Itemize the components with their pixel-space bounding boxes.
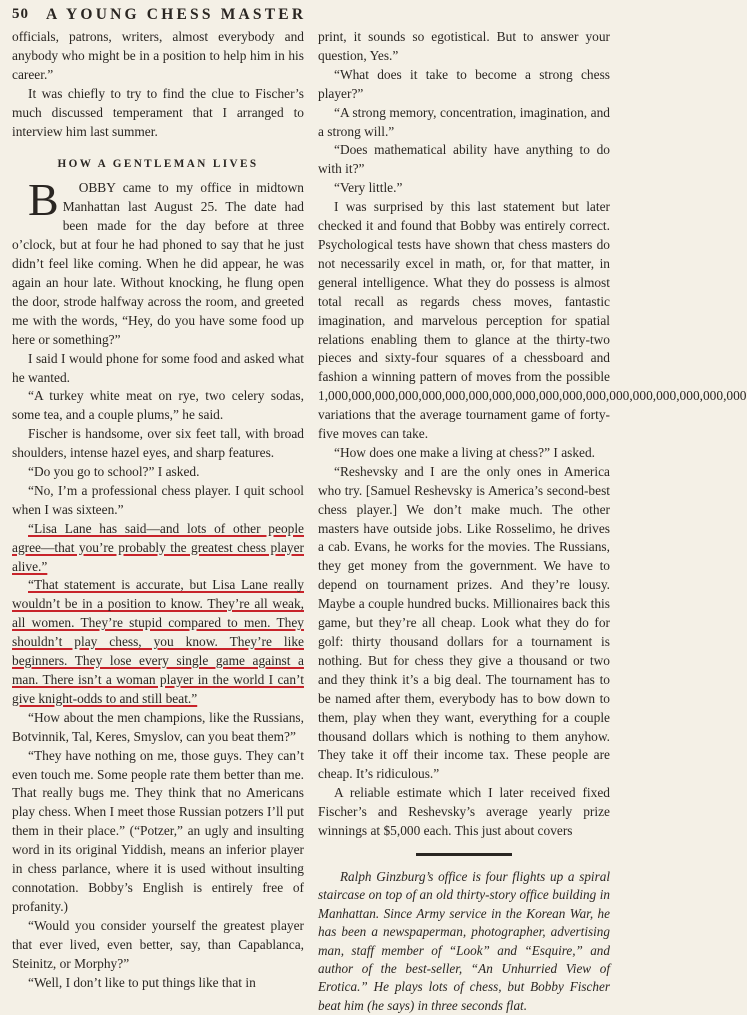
drop-cap: B	[28, 174, 59, 226]
paragraph: “Does mathematical ability have anything to do with it?”	[318, 142, 610, 177]
paragraph-with-dropcap	[12, 174, 304, 349]
divider-rule	[416, 853, 512, 856]
paragraph: I was surprised by this last statement but later checked it and found that Bobby was entirely correct. Psychological tests have shown that chess masters do not necessarily excel in math, or, for that matter, in general intelligence. What they do possess is almost total recall as regards chess moves, fantastic imagination, and marvelous perception for spatial relations enabling them to glance at the thirty-two pieces and sixty-four squares of a chessboard and fashion a winning pattern of moves from the possible 1,000,000,000,000,000,000,000,000,000,000,000,000,000,000,000,000,000,000 variations that the average tournament game of forty-five moves can take.	[318, 199, 747, 442]
paragraph: “Reshevsky and I are the only ones in America who try. [Samuel Reshevsky is America’s second-best chess player.] We don’t make much. The other masters have outside jobs. Like Rosselimo, he drives a cab. Evans, he works for the movies. The Russians, they get money from the government. We have to depend on tournament prizes. And they’re lousy. Maybe a couple hundred bucks. Millionaires back this game, but they’re all cheap. Look what they do for golf: thirty thousand dollars for a tournament is nothing. But for chess they give a thousand or two and they think it’s a big deal. The tournament has to be named after them, everybody has to bow down to them, play when they want, everything for a couple thousand dollars which is nothing to them anyhow. They take it off their income tax. These people are cheap. It’s ridiculous.”	[318, 463, 610, 782]
paragraph: A reliable estimate which I later received fixed Fischer’s and Reshevsky’s average yearly prize winnings at $5,000 each. This just about covers	[318, 785, 610, 839]
underlined-paragraph	[12, 520, 304, 577]
paragraph: “No, I’m a professional chess player. I quit school when I was sixteen.”	[12, 482, 304, 517]
paragraph: I said I would phone for some food and asked what he wanted.	[12, 350, 304, 385]
paragraph: “They have nothing on me, those guys. They can’t even touch me. Some people rate them better than me. That really bugs me. They think that no Americans play chess. When I meet those Russian potzers I’ll put them in their place.” (“Potzer,” an ugly and insulting word in its original Yiddish, means an inferior player in chess parlance, where it is used without insulting connotation. Bobby’s English is entirely free of profanity.)	[12, 747, 304, 914]
right-column	[318, 28, 747, 1015]
paragraph: “Very little.”	[334, 180, 403, 196]
paragraph: It was chiefly to try to find the clue to Fischer’s much discussed temperament that I arranged to interview him last summer.	[12, 85, 304, 139]
section-heading: HOW A GENTLEMAN LIVES	[57, 158, 259, 171]
paragraph: “A turkey white meat on rye, two celery sodas, some tea, and a couple plums,” he said.	[12, 388, 304, 423]
underlined-quote: “Lisa Lane has said—and lots of other people agree—that you’re probably the greatest chess player alive.”	[12, 520, 304, 574]
paragraph: “How does one make a living at chess?” I asked.	[334, 444, 596, 460]
paragraph: Fischer is handsome, over six feet tall, with broad shoulders, intense hazel eyes, and sharp features.	[12, 426, 304, 461]
bio-text: Ralph Ginzburg’s office is four flights up a spiral staircase on top of an old thirty-story office building in Manhattan. Since Army service in the Korean War, he has been a newspaperman, photographer, advertising man, staff member of “Look” and “Esquire,” and author of the best-seller, “An Unhurried View of Erotica.” He plays lots of chess, but Bobby Fischer beat him (he says) in three seconds flat.	[318, 868, 610, 1013]
paragraph-text: OBBY came to my office in midtown Manhattan last August 25. The date had been made for the day before at three o’clock, but at four he had phoned to say that he just didn’t feel like coming. When he did appear, he was again an hour late. Without knocking, he flung open the door, strode halfway across the room, and greeted me with the words, “Hey, do you have some food up here or something?”	[12, 180, 304, 347]
paragraph: officials, patrons, writers, almost everybody and anybody who might be in a position to help him in his career.”	[12, 29, 304, 82]
paragraph: “Would you consider yourself the greatest player that ever lived, even better, say, than Capablanca, Steinitz, or Morphy?”	[12, 917, 304, 971]
paragraph: “What does it take to become a strong chess player?”	[318, 66, 610, 101]
running-header	[12, 6, 608, 28]
paragraph: “Well, I don’t like to put things like that in	[28, 974, 256, 990]
running-title: A YOUNG CHESS MASTER	[46, 6, 307, 23]
left-column	[12, 28, 304, 992]
underlined-paragraph	[12, 576, 304, 708]
author-bio	[318, 868, 610, 1015]
paragraph: “How about the men champions, like the Russians, Botvinnik, Tal, Keres, Smyslov, can you beat them?”	[12, 709, 304, 744]
paragraph: “A strong memory, concentration, imagination, and a strong will.”	[318, 104, 610, 139]
page-number: 50	[12, 6, 29, 22]
underlined-quote: “That statement is accurate, but Lisa Lane really wouldn’t be in a position to know. They’re all weak, all women. They’re stupid compared to men. They shouldn’t play chess, you know. They’re like beginners. They lose every single game against a man. There isn’t a woman player in the world I can’t give knight-odds to and still beat.”	[12, 577, 304, 706]
paragraph: print, it sounds so egotistical. But to answer your question, Yes.”	[318, 29, 610, 63]
paragraph: “Do you go to school?” I asked.	[28, 464, 200, 480]
